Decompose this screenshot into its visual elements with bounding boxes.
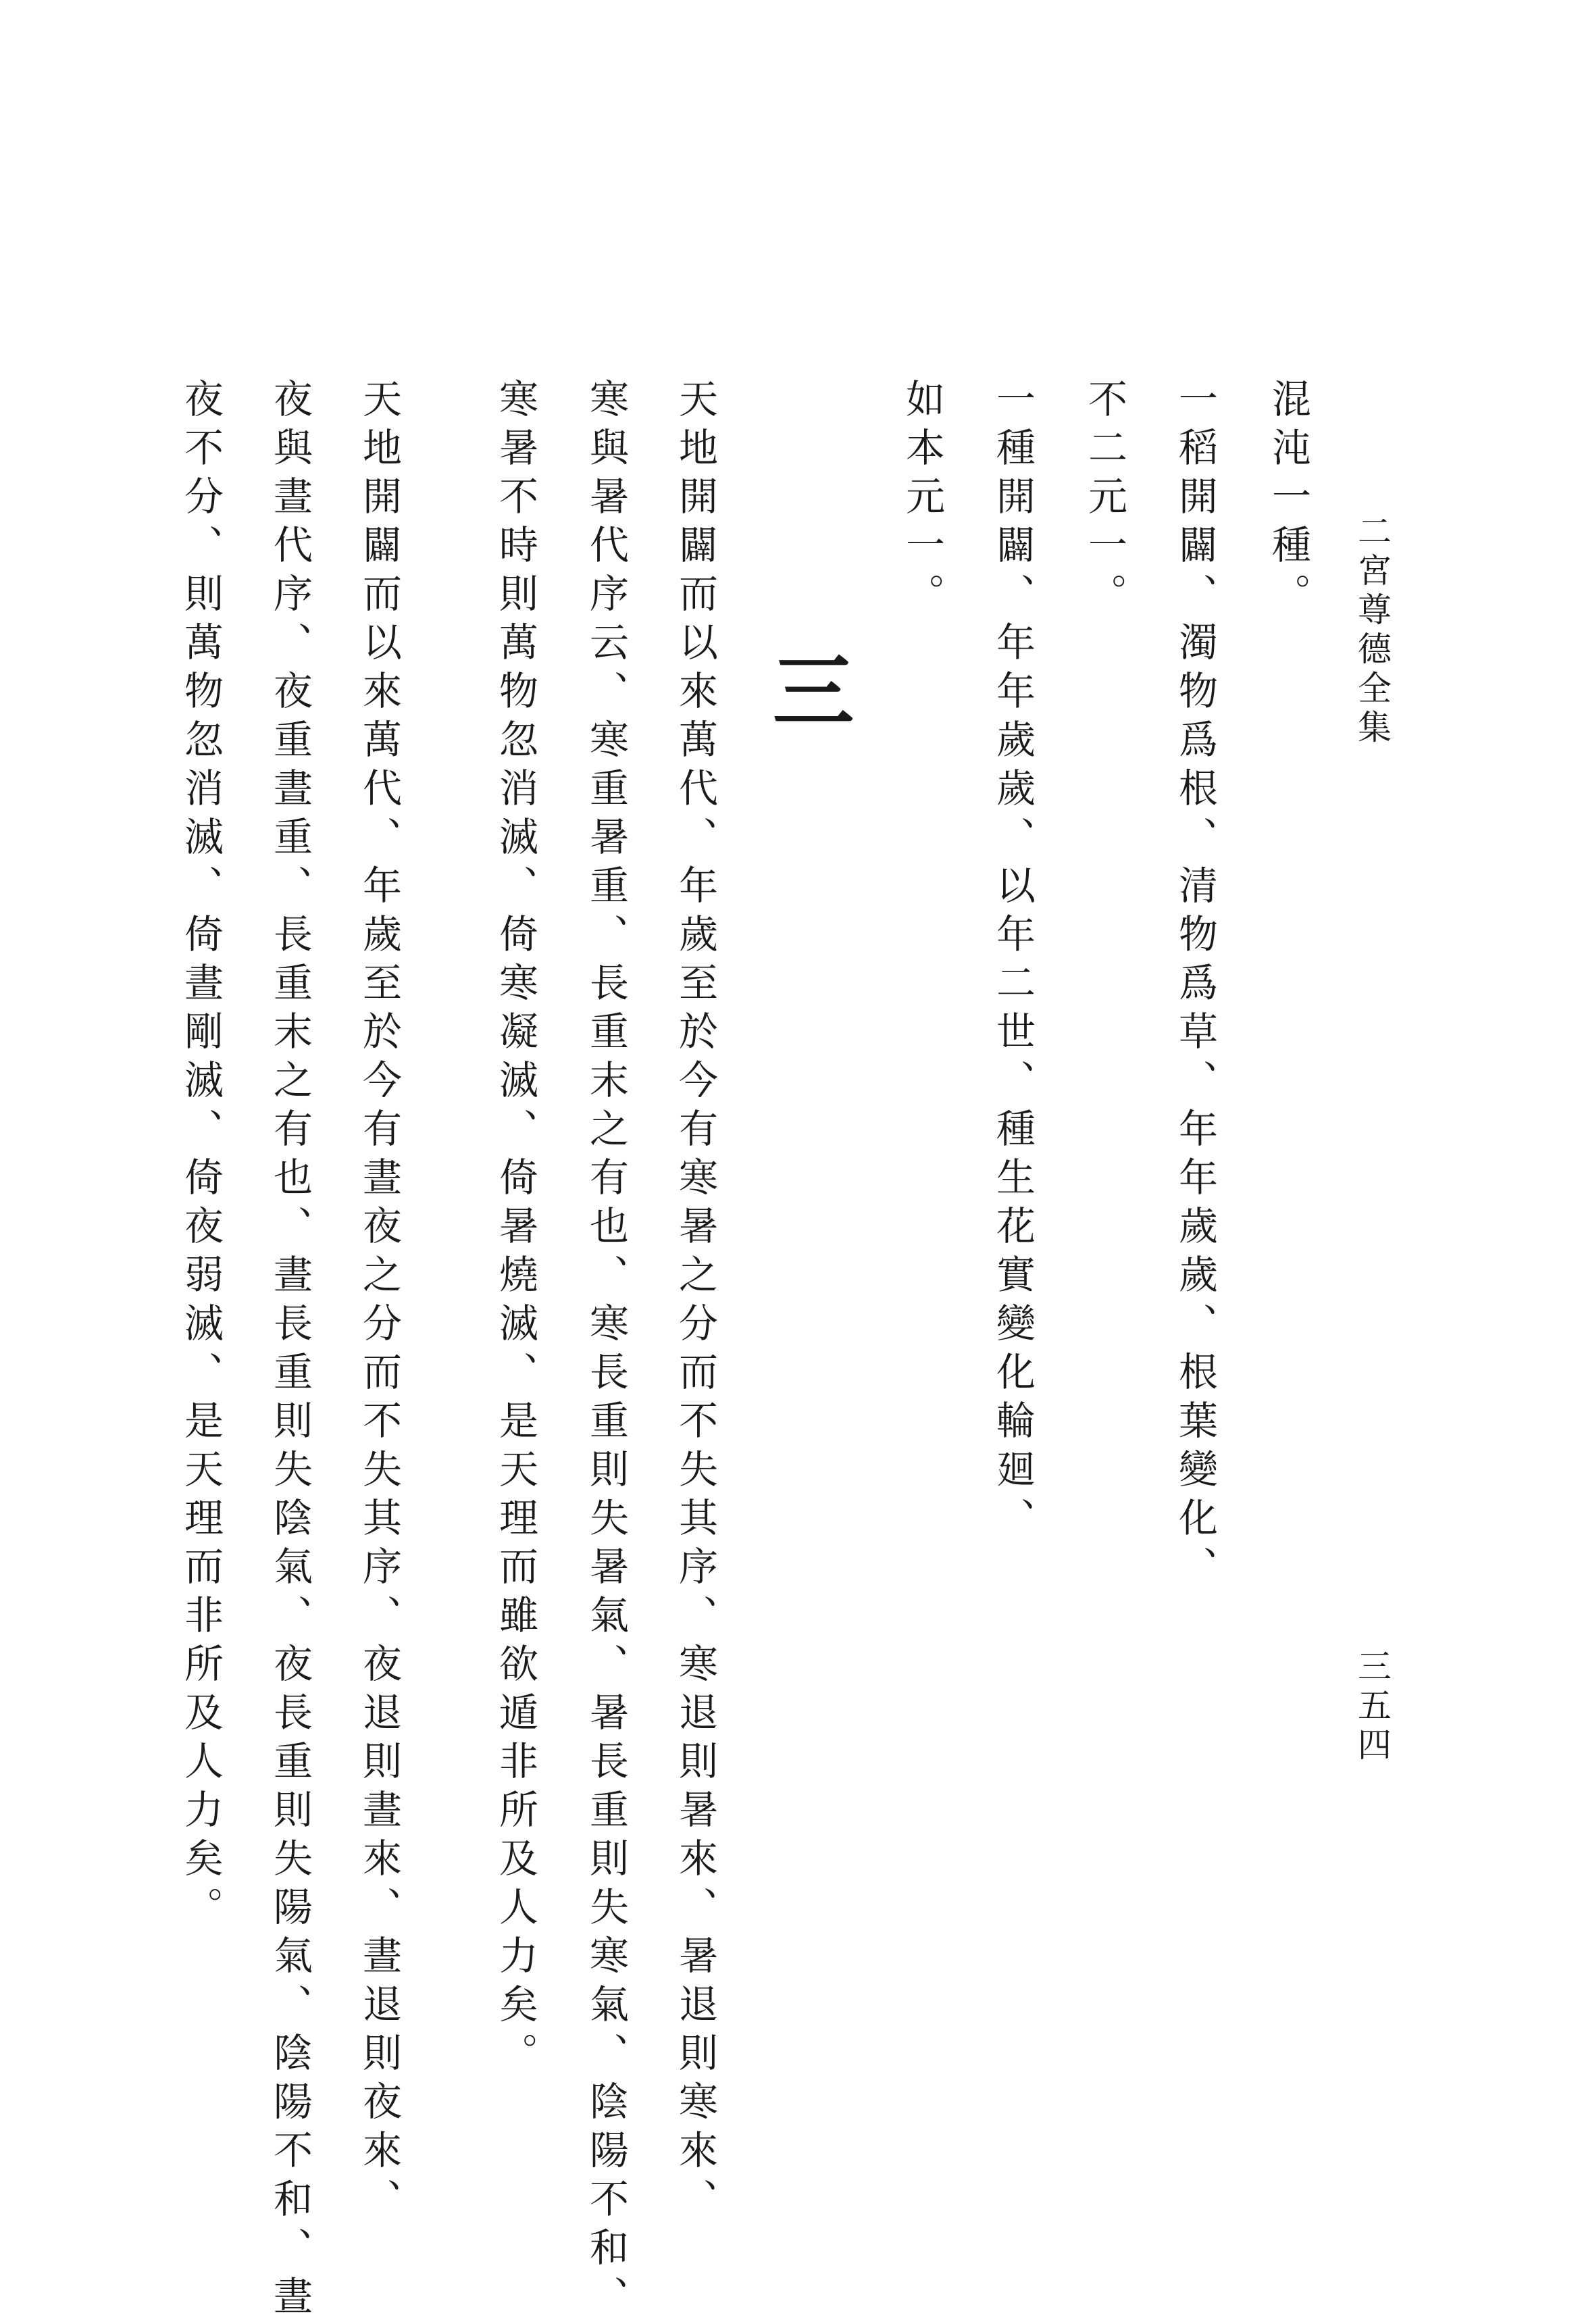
section-two-line-1: 天地開闢而以來萬代、年歲至於今有寒暑之分而不失其序、寒退則暑來、暑退則寒來、 [672,378,718,2227]
section-one-line-4: 如本元一。 [899,378,945,622]
section-two-line-6: 夜不分、則萬物忽消滅、倚晝剛滅、倚夜弱滅、是天理而非所及人力矣。 [178,378,224,1935]
section-two-number: 三 [759,649,855,736]
section-one-line-2: 不二元一。 [1081,378,1127,622]
section-two-line-4: 天地開闢而以來萬代、年歲至於今有晝夜之分而不失其序、夜退則晝來、晝退則夜來、 [356,378,402,2227]
section-one-line-1: 一稻開闢、濁物爲根、清物爲草、年年歲歲、根葉變化、 [1172,378,1218,1594]
section-one-title: 混沌一種。 [1265,378,1311,622]
section-two-line-3: 寒暑不時則萬物忽消滅、倚寒凝滅、倚暑燒滅、是天理而雖欲遁非所及人力矣。 [492,378,538,2081]
section-two-line-5: 夜與晝代序、夜重晝重、長重末之有也、晝長重則失陰氣、夜長重則失陽氣、陰陽不和、晝 [267,378,313,2324]
section-two-line-2: 寒與暑代序云、寒重暑重、長重末之有也、寒長重則失暑氣、暑長重則失寒氣、陰陽不和、 [583,378,629,2324]
section-one-line-3: 一種開闢、年年歲歲、以年二世、種生花實變化輪廻、 [990,378,1036,1546]
page-number: 三五四 [1352,1648,1392,1766]
book-title: 二宮尊德全集 [1352,513,1392,749]
